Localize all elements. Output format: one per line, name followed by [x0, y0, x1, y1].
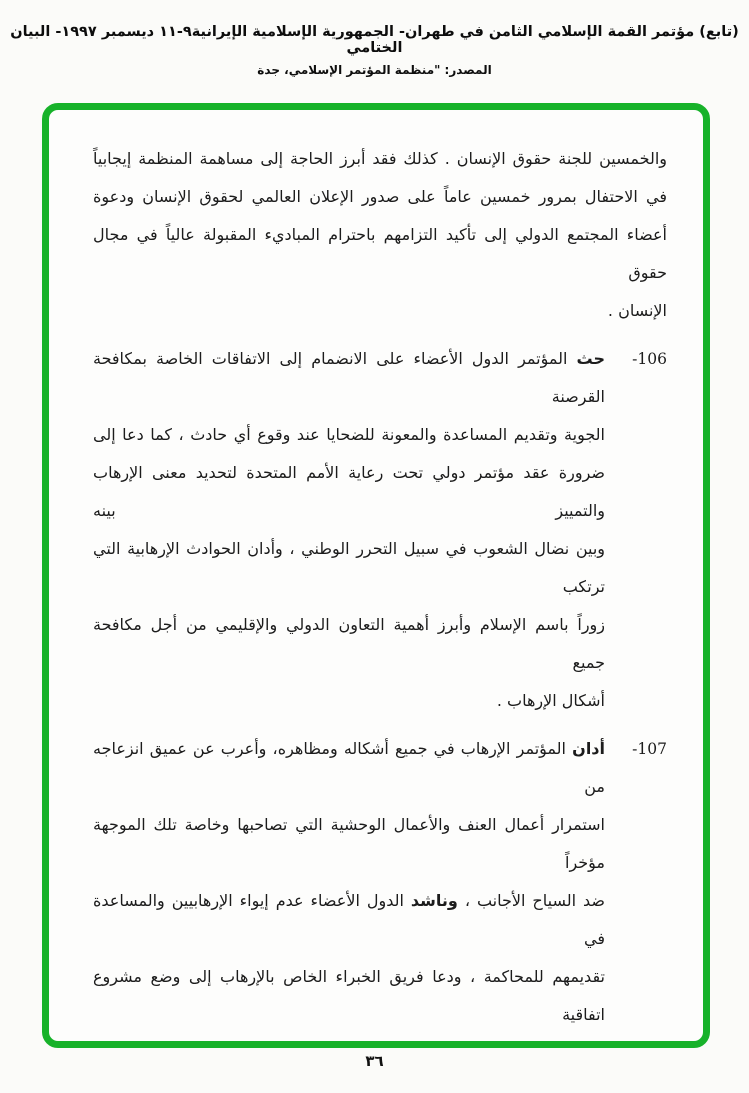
paragraph-text: [93, 730, 605, 1048]
paragraph-continuation: [93, 140, 667, 330]
page-number: ٣٦: [365, 1052, 384, 1070]
paragraph-text: [93, 340, 605, 720]
text-line: الإنسان .: [607, 301, 667, 320]
text-line: تقديمهم للمحاكمة ، ودعا فريق الخبراء الخاص بالإرهاب إلى وضع مشروع اتفاقية: [93, 967, 605, 1024]
paragraph-106: [93, 340, 667, 720]
text-line: وبين نضال الشعوب في سبيل التحرر الوطني ، وأدان الحوادث الإرهابية التي ترتكب: [93, 539, 605, 596]
paragraph-number: -107: [632, 740, 667, 758]
document-body: [49, 110, 703, 1048]
header-title: (تابع) مؤتمر القمة الإسلامي الثامن في طهران- الجمهورية الإسلامية الإيرانية٩-١١ ديسمبر ١٩٩٧- البيان الختامي: [10, 24, 739, 56]
text-line: استمرار أعمال العنف والأعمال الوحشية التي تصاحبها وخاصة تلك الموجهة مؤخراً: [93, 815, 605, 872]
text-line: أشكال الإرهاب .: [496, 691, 605, 710]
paragraph-number: -106: [632, 350, 667, 368]
paragraph-107: [93, 730, 667, 1048]
page-header: [0, 24, 749, 77]
text-line: حث المؤتمر الدول الأعضاء على الانضمام إلى الاتفاقات الخاصة بمكافحة القرصنة: [93, 349, 605, 406]
header-source: المصدر: "منظمة المؤتمر الإسلامي، جدة: [257, 63, 492, 77]
text-line: زوراً باسم الإسلام وأبرز أهمية التعاون الدولي والإقليمي من أجل مكافحة جميع: [93, 615, 605, 672]
text-line: [93, 1034, 605, 1048]
text-line: أعضاء المجتمع الدولي إلى تأكيد التزامهم باحترام المباديء المقبولة عالياً في مجال حقوق: [93, 225, 667, 282]
text-line: في الاحتفال بمرور خمسين عاماً على صدور الإعلان العالمي لحقوق الإنسان ودعوة: [93, 187, 667, 206]
text-line: الجوية وتقديم المساعدة والمعونة للضحايا عند وقوع أي حادث ، كما دعا إلى: [93, 425, 605, 444]
text-line: أدان المؤتمر الإرهاب في جميع أشكاله ومظاهره، وأعرب عن عميق انزعاجه من: [93, 739, 605, 796]
content-border-box: [42, 103, 710, 1048]
text-line: ضد السياح الأجانب ، وناشد الدول الأعضاء عدم إيواء الإرهابيين والمساعدة في: [93, 891, 605, 948]
text-line: والخمسين للجنة حقوق الإنسان . كذلك فقد أبرز الحاجة إلى مساهمة المنظمة إيجابياً: [93, 149, 667, 168]
text-line: ضرورة عقد مؤتمر دولي تحت رعاية الأمم المتحدة لتحديد معنى الإرهاب والتمييز بينه: [93, 463, 605, 520]
paragraph-text: [93, 140, 667, 330]
